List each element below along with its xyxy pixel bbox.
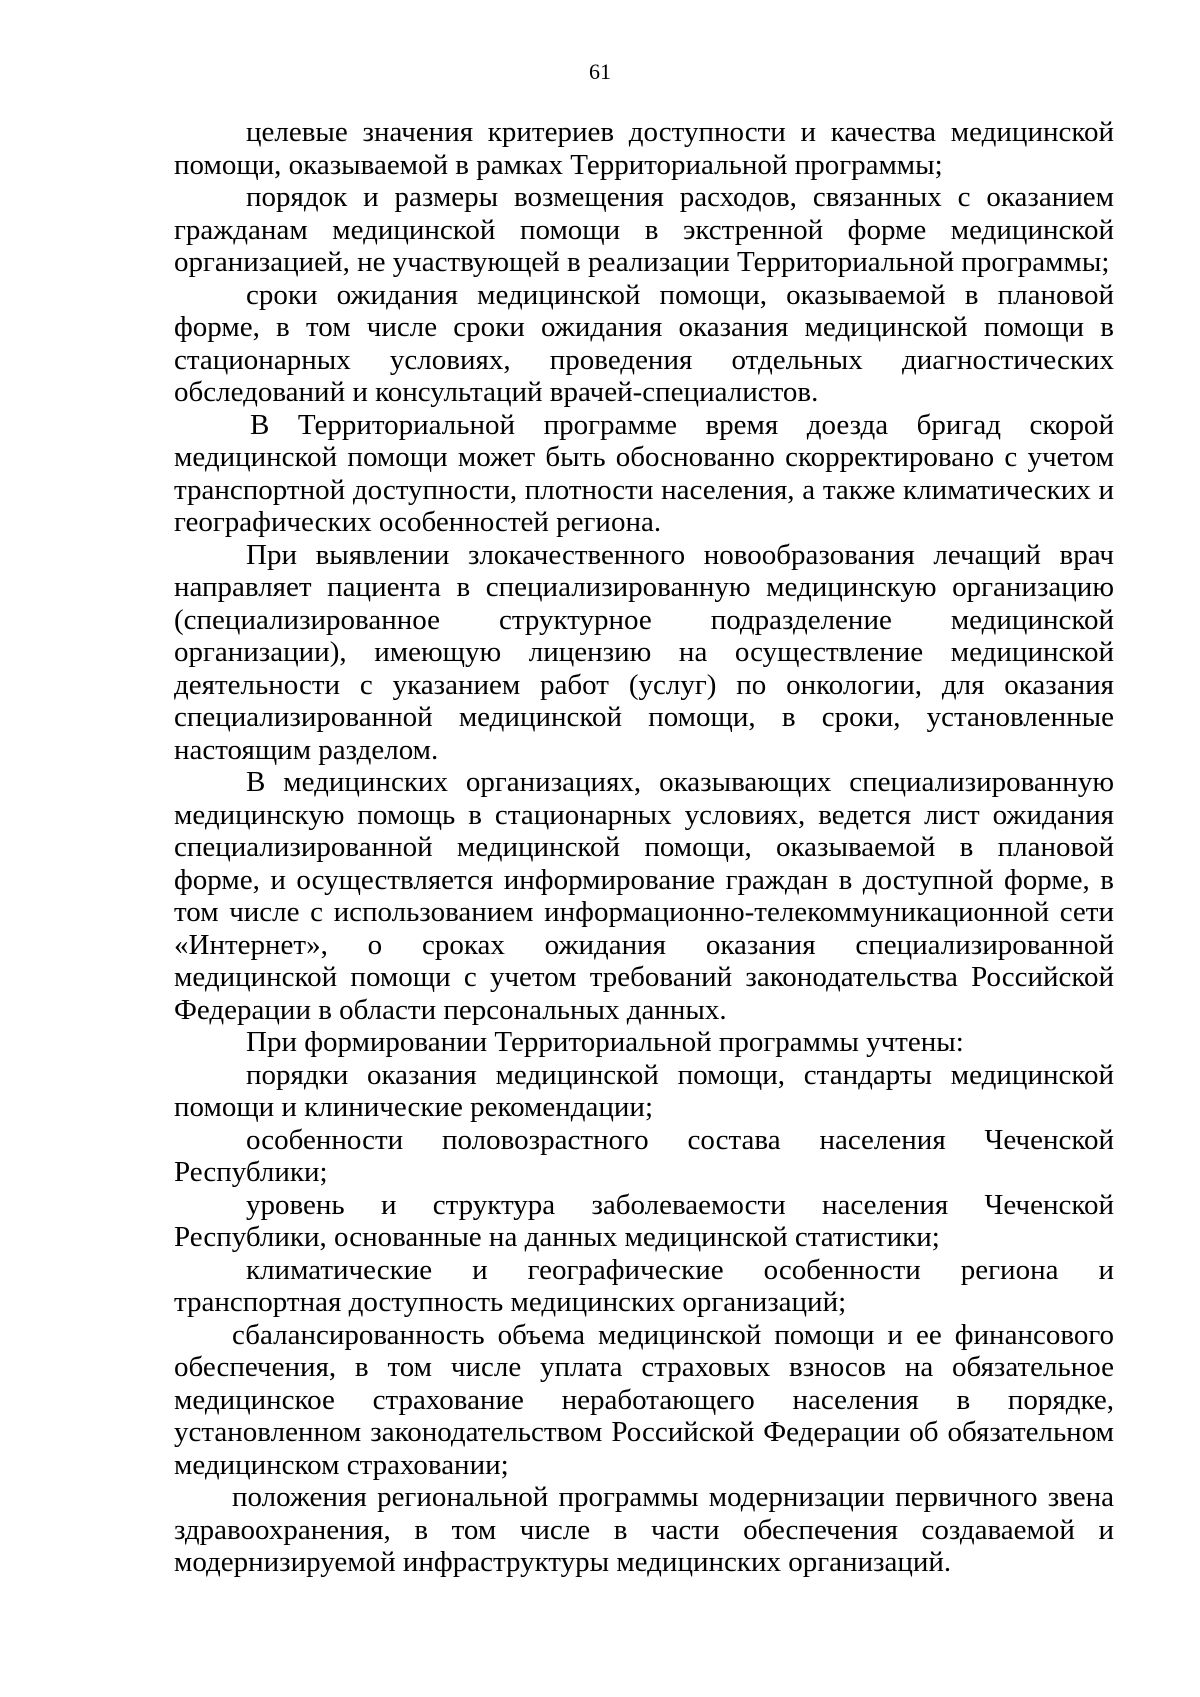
paragraph-reimbursement: порядок и размеры возмещения расходов, связанных с оказанием гражданам медицинской помощи в экстренной форме медицинской организацией, не участвующей в реализации Территориальной программы; bbox=[174, 181, 1114, 278]
paragraph-oncology-referral: При выявлении злокачественного новообразования лечащий врач направляет пациента в специализированную медицинскую организацию (специализированное структурное подразделение медицинской организации), имеющую лицензию на осуществление медицинской деятельности с указанием работ (услуг) по онкологии, для оказания специализированной медицинской помощи, в сроки, установленные настоящим разделом. bbox=[174, 538, 1114, 766]
paragraph-target-values: целевые значения критериев доступности и качества медицинской помощи, оказываемой в рамках Территориальной программы; bbox=[174, 116, 1114, 181]
paragraph-program-considerations: При формировании Территориальной программы учтены: bbox=[246, 1026, 964, 1058]
paragraph-population-structure: особенности половозрастного состава населения Чеченской Республики; bbox=[174, 1123, 1114, 1188]
paragraph-ambulance-time: В Территориальной программе время доезда бригад скорой медицинской помощи может быть обоснованно скорректировано с учетом транспортной доступности, плотности населения, а также климатических и географических особенностей региона. bbox=[174, 408, 1114, 538]
paragraph-morbidity: уровень и структура заболеваемости населения Чеченской Республики, основанные на данных медицинской статистики; bbox=[174, 1188, 1114, 1253]
paragraph-financial-balance: сбалансированность объема медицинской помощи и ее финансового обеспечения, в том числе уплата страховых взносов на обязательное медицинское страхование неработающего населения в порядке, установленном законодательством Российской Федерации об обязательном медицинском страховании; bbox=[174, 1318, 1114, 1481]
paragraph-waiting-times: сроки ожидания медицинской помощи, оказываемой в плановой форме, в том числе сроки ожидания оказания медицинской помощи в стационарных условиях, проведения отдельных диагностических обследований и консультаций врачей-специалистов. bbox=[174, 278, 1114, 408]
paragraph-waiting-list: В медицинских организациях, оказывающих специализированную медицинскую помощь в стационарных условиях, ведется лист ожидания специализированной медицинской помощи, оказываемой в плановой форме, и осуществляется информирование граждан в доступной форме, в том числе с использованием информационно-телекоммуникационной сети «Интернет», о сроках ожидания оказания специализированной медицинской помощи с учетом требований законодательства Российской Федерации в области персональных данных. bbox=[174, 766, 1114, 1026]
paragraph-primary-care-modernization: положения региональной программы модернизации первичного звена здравоохранения, в том числе в части обеспечения создаваемой и модернизируемой инфраструктуры медицинских организаций. bbox=[174, 1481, 1114, 1578]
paragraph-geography: климатические и географические особенности региона и транспортная доступность медицинских организаций; bbox=[174, 1253, 1114, 1318]
paragraph-care-standards: порядки оказания медицинской помощи, стандарты медицинской помощи и клинические рекомендации; bbox=[174, 1058, 1114, 1123]
page-number: 61 bbox=[589, 59, 611, 84]
document-body bbox=[174, 116, 1114, 1579]
